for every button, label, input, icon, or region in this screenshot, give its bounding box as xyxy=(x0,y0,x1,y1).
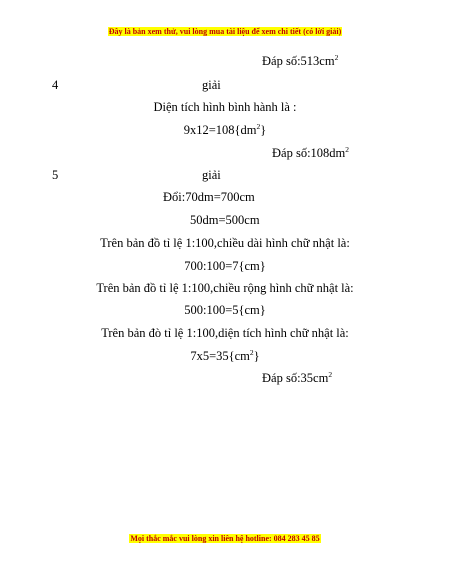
preview-notice-banner xyxy=(0,27,450,36)
question-5-number: 5 xyxy=(52,168,59,182)
question-5-convert-2: 50dm=500cm xyxy=(190,213,260,227)
hotline-banner xyxy=(0,534,450,543)
hotline-text: Mọi thắc mắc vui lòng xin liên hệ hotline: 084 283 45 85 xyxy=(130,534,320,543)
question-5-width-calc: 500:100=5{cm} xyxy=(184,303,266,317)
question-5-length-text: Trên bản đồ tỉ lệ 1:100,chiều dài hình chữ nhật là: xyxy=(100,236,350,250)
question-5-area-text: Trên bản đò tỉ lệ 1:100,diện tích hình chữ nhật là: xyxy=(101,326,349,340)
question-4-calculation: $9x12=108\{dm^2\}$ xyxy=(183,121,267,137)
question-4-answer: Đáp $số:108dm^2$ xyxy=(272,144,350,160)
preview-notice-text: Đây là bản xem thử, vui lòng mua tài liệu để xem chi tiết (có lời giải) xyxy=(108,27,342,36)
question-4-number: 4 xyxy=(52,78,59,92)
question-5-answer: Đáp $số:35cm^2$ xyxy=(262,369,333,385)
question-4-line: Diện tích hình bình hành là : xyxy=(153,100,297,114)
question-5-length-calc: 700:100=7{cm} xyxy=(184,259,266,273)
question-5-width-text: Trên bản đồ tỉ lệ 1:100,chiều rộng hình chữ nhật là: xyxy=(96,281,354,295)
question-5-convert-1: Đổi:70dm=700cm xyxy=(163,190,255,204)
question-4-heading: giải xyxy=(202,78,221,92)
question-5-heading: giải xyxy=(202,168,221,182)
question-5-area-calc: $7x5=35\{cm^2\}$ xyxy=(190,347,260,363)
previous-answer: Đáp $số:513cm^2$ xyxy=(262,52,339,68)
